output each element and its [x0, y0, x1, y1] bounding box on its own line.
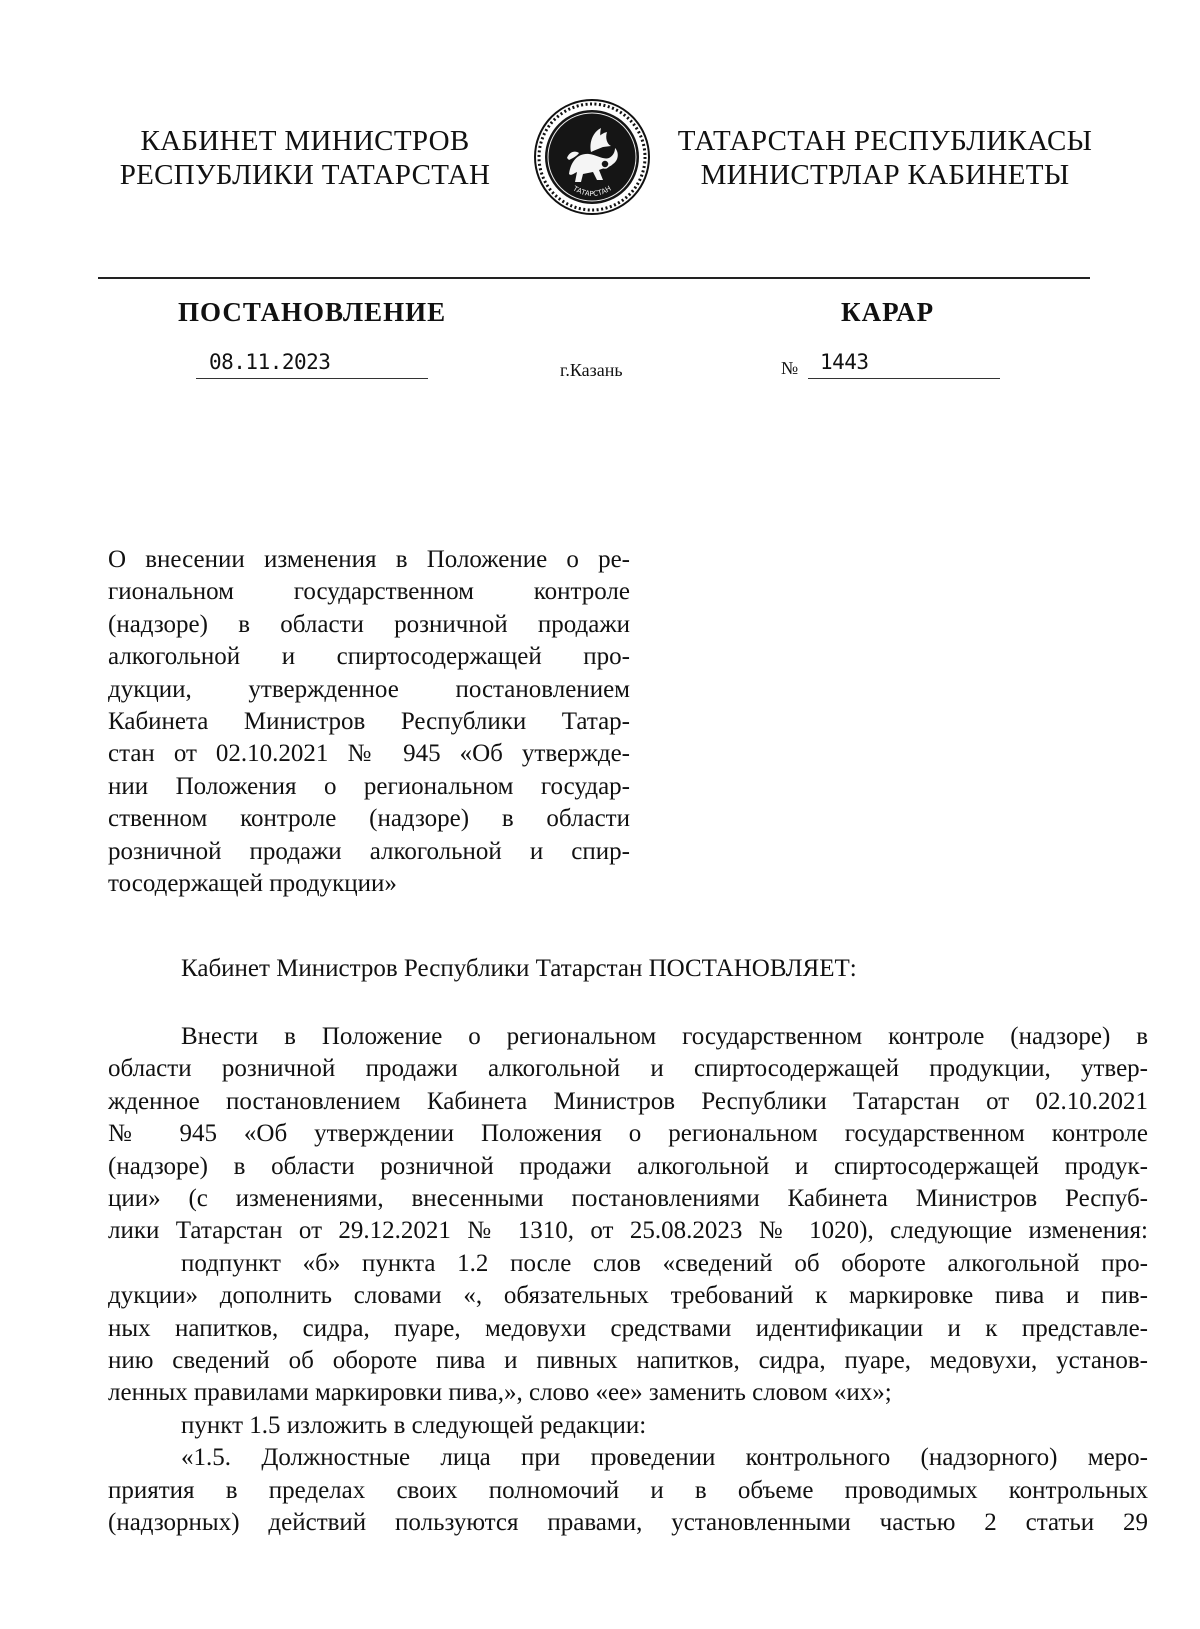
issuer-name-tatar — [675, 124, 1095, 192]
document-subject — [108, 544, 630, 900]
document-type-russian: ПОСТАНОВЛЕНИЕ — [178, 297, 447, 327]
body-line: дукции» дополнить словами «, обязательных требований к маркировке пива и пив- — [108, 1282, 1148, 1310]
body-line: жденное постановлением Кабинета Министров Республики Татарстан от 02.10.2021 — [108, 1087, 1148, 1115]
body-line: (надзоре) в области розничной продажи алкогольной и спиртосодержащей продук- — [108, 1152, 1148, 1180]
subject-line: тосодержащей продукции» — [108, 870, 397, 898]
body-line: области розничной продажи алкогольной и спиртосодержащей продукции, утвер- — [108, 1055, 1148, 1083]
body-line: ленных правилами маркировки пива,», слово «ее» заменить словом «их»; — [108, 1379, 892, 1407]
body-line: пункт 1.5 изложить в следующей редакции: — [181, 1411, 647, 1439]
issuer-line-1: КАБИНЕТ МИНИСТРОВ — [140, 125, 470, 157]
number-underline — [808, 378, 1000, 379]
date-underline — [196, 378, 428, 379]
number-sign: № — [781, 358, 799, 378]
body-line: подпункт «б» пункта 1.2 после слов «сведений об обороте алкогольной про- — [181, 1249, 1148, 1277]
body-line: Внести в Положение о региональном государственном контроле (надзоре) в — [181, 1023, 1148, 1050]
header-divider — [98, 277, 1090, 279]
document-type-tatar: КАРАР — [841, 297, 935, 327]
subject-line: розничной продажи алкогольной и спир- — [108, 837, 630, 865]
document-number: 1443 — [820, 350, 869, 374]
body-line: № 945 «Об утверждении Положения о региональном государственном контроле — [108, 1120, 1148, 1148]
document-body — [108, 1021, 1148, 1540]
subject-line: О внесении изменения в Положение о ре- — [108, 546, 630, 573]
emblem-text: ТАТАРСТАН — [571, 184, 613, 199]
issuer-line-1-tatar: ТАТАРСТАН РЕСПУБЛИКАСЫ — [677, 125, 1093, 157]
subject-line: (надзоре) в области розничной продажи — [108, 610, 630, 638]
issuer-line-2: РЕСПУБЛИКИ ТАТАРСТАН — [119, 159, 491, 191]
subject-line: ственном контроле (надзоре) в области — [108, 805, 630, 833]
body-line: «1.5. Должностные лица при проведении контрольного (надзорного) меро- — [181, 1444, 1148, 1472]
body-line: ции» (с изменениями, внесенными постановлениями Кабинета Министров Респуб- — [108, 1185, 1148, 1213]
body-line: нию сведений об обороте пива и пивных напитков, сидра, пуаре, медовухи, установ- — [108, 1347, 1148, 1375]
subject-line: алкогольной и спиртосодержащей про- — [108, 643, 630, 671]
issuer-name-russian — [110, 124, 500, 192]
subject-line: нии Положения о региональном государ- — [108, 772, 630, 800]
subject-line: Кабинета Министров Республики Татар- — [108, 708, 630, 736]
body-line: лики Татарстан от 29.12.2021 № 1310, от 25.08.2023 № 1020), следующие изменения: — [108, 1217, 1148, 1245]
subject-line: дукции, утвержденное постановлением — [108, 675, 630, 703]
subject-line: гиональном государственном контроле — [108, 578, 630, 606]
issuer-line-2-tatar: МИНИСТРЛАР КАБИНЕТЫ — [700, 159, 1070, 191]
decree-statement: Кабинет Министров Республики Татарстан ПОСТАНОВЛЯЕТ: — [181, 955, 857, 982]
document-city: г.Казань — [560, 360, 623, 380]
subject-line: стан от 02.10.2021 № 945 «Об утвержде- — [108, 740, 630, 768]
tatarstan-coat-of-arms-icon — [533, 98, 651, 216]
body-line: (надзорных) действий пользуются правами, установленными частью 2 статьи 29 — [108, 1509, 1148, 1537]
body-line: приятия в пределах своих полномочий и в объеме проводимых контрольных — [108, 1476, 1148, 1504]
body-line: ных напитков, сидра, пуаре, медовухи средствами идентификации и к представле- — [108, 1314, 1148, 1342]
document-date: 08.11.2023 — [209, 350, 331, 374]
